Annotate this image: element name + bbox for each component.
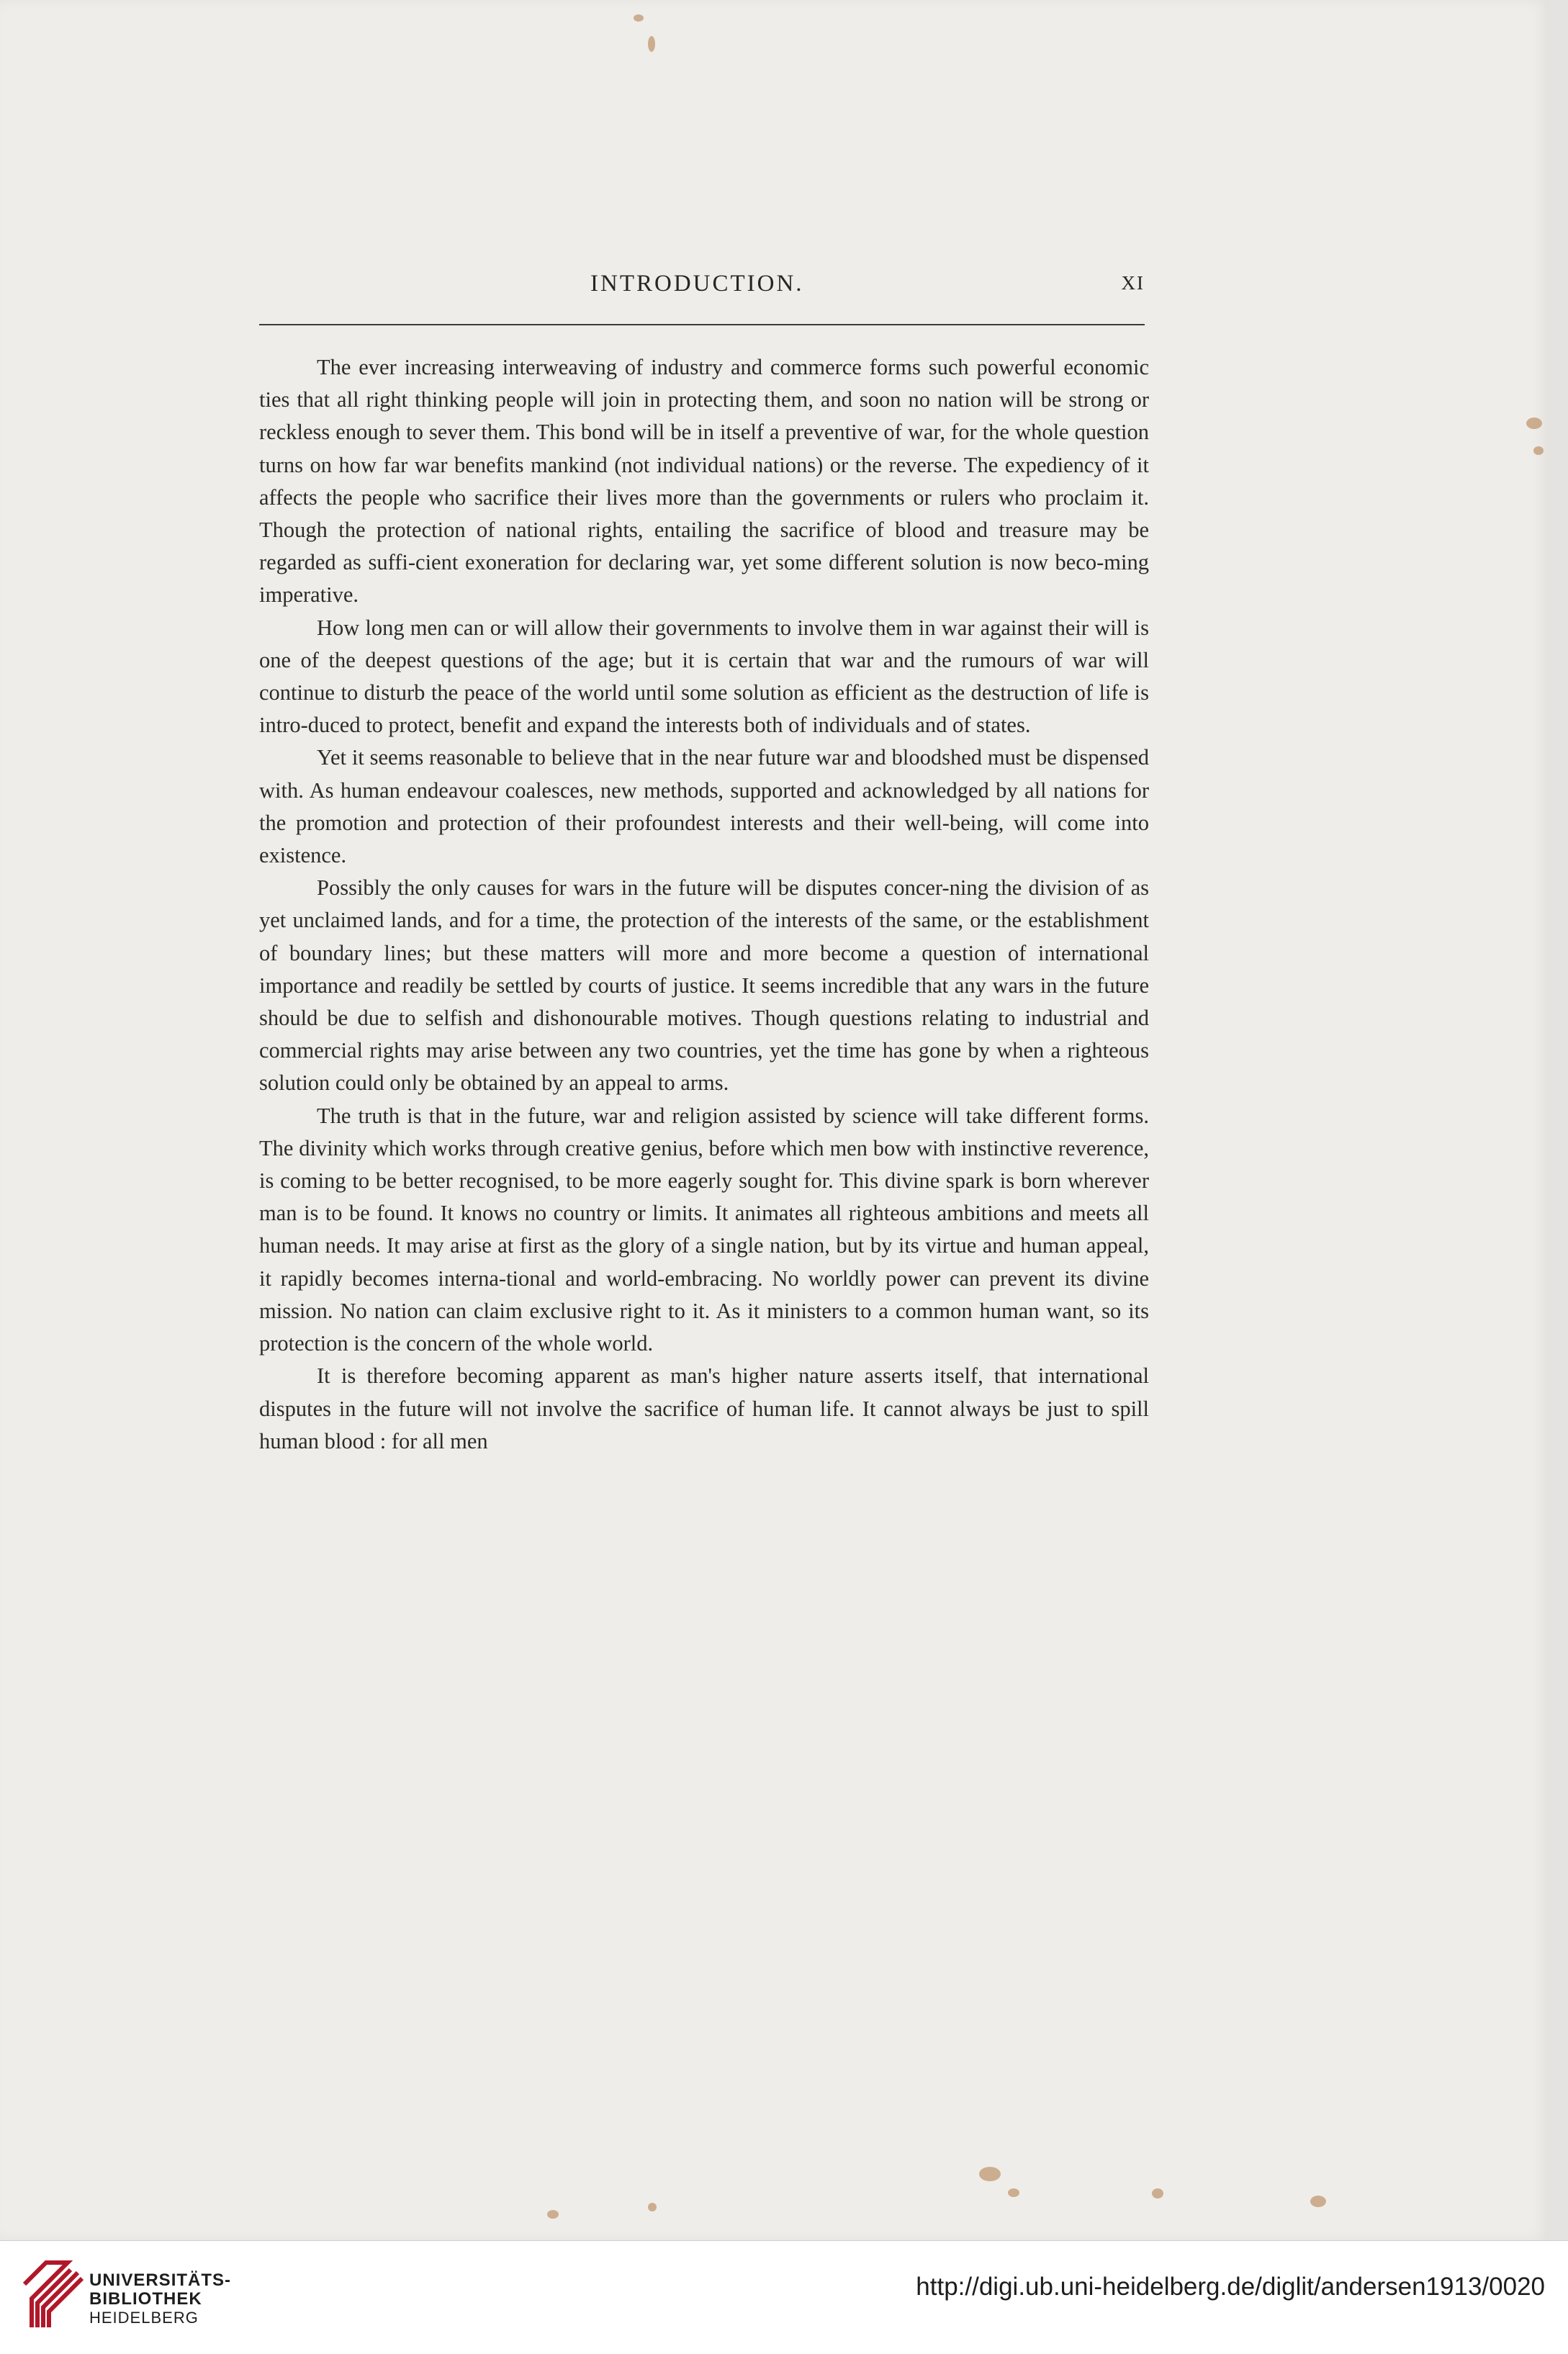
- paragraph: How long men can or will allow their governments to involve them in war against their will is one of the deepest questions of the age; but it is certain that war and the rumours of war will continue to disturb the peace of the world until some solution as efficient as the destruction of life is intro-duced to protect, benefit and expand the interests both of individuals and of states.: [259, 615, 1149, 738]
- library-name: [89, 2271, 231, 2327]
- foxing-spot: [1526, 418, 1542, 429]
- viewer-footer: [0, 2240, 1568, 2354]
- page-number: XI: [1121, 272, 1145, 294]
- paragraph: It is therefore becoming apparent as man's higher nature asserts itself, that international disputes in the future will not involve the sacrifice of human life. It cannot always be just to spill human blood : for all men: [259, 1363, 1149, 1453]
- library-name-line: HEIDELBERG: [89, 2309, 199, 2327]
- foxing-spot: [1008, 2188, 1019, 2197]
- foxing-spot: [634, 14, 644, 22]
- permalink-url[interactable]: http://digi.ub.uni-heidelberg.de/diglit/andersen1913/0020: [916, 2273, 1545, 2301]
- library-name-line: BIBLIOTHEK: [89, 2289, 202, 2309]
- running-head: [259, 265, 1145, 302]
- library-name-line: UNIVERSITÄTS-: [89, 2270, 232, 2290]
- body-text: [259, 351, 1149, 1458]
- foxing-spot: [547, 2210, 559, 2219]
- paragraph: Yet it seems reasonable to believe that in the near future war and bloodshed must be dispensed with. As human endeavour coalesces, new methods, supported and acknowledged by all nations for the promotion and protection of their profoundest interests and their well-being, will come into existence.: [259, 745, 1149, 868]
- foxing-spot: [1310, 2196, 1326, 2207]
- foxing-spot: [648, 36, 655, 52]
- running-head-title: INTRODUCTION.: [590, 271, 804, 297]
- foxing-spot: [1533, 446, 1544, 455]
- foxing-spot: [648, 2203, 657, 2211]
- header-rule: [259, 324, 1145, 325]
- foxing-spot: [1152, 2188, 1163, 2199]
- paragraph: The truth is that in the future, war and religion assisted by science will take different forms. The divinity which works through creative genius, before which men bow with instinctive reverence, is coming to be better recognised, to be more eagerly sought for. This divine spark is born wherever man is to be found. It knows no country or limits. It animates all righteous ambitions and meets all human needs. It may arise at first as the glory of a single nation, but by its virtue and human appeal, it rapidly becomes interna-tional and world-embracing. No worldly power can prevent its divine mission. No nation can claim exclusive right to it. As it ministers to a common human want, so its protection is the concern of the whole world.: [259, 1103, 1149, 1356]
- foxing-spot: [979, 2167, 1001, 2181]
- paragraph: The ever increasing interweaving of industry and commerce forms such powerful economic ties that all right thinking people will join in protecting them, and soon no nation will be strong or reckless enough to sever them. This bond will be in itself a preventive of war, for the whole question turns on how far war benefits mankind (not individual nations) or the reverse. The expediency of it affects the people who sacrifice their lives more than the governments or rulers who proclaim it. Though the protection of national rights, entailing the sacrifice of blood and treasure may be regarded as suffi-cient exoneration for declaring war, yet some different solution is now beco-ming imperative.: [259, 355, 1149, 608]
- paragraph: Possibly the only causes for wars in the future will be disputes concer-ning the division of as yet unclaimed lands, and for a time, the protection of the interests of the same, or the establishment of boundary lines; but these matters will more and more become a question of international importance and readily be settled by courts of justice. It seems incredible that any wars in the future should be due to selfish and dishonourable motives. Though questions relating to industrial and commercial rights may arise between any two countries, yet the time has gone by when a righteous solution could only be obtained by an appeal to arms.: [259, 875, 1149, 1096]
